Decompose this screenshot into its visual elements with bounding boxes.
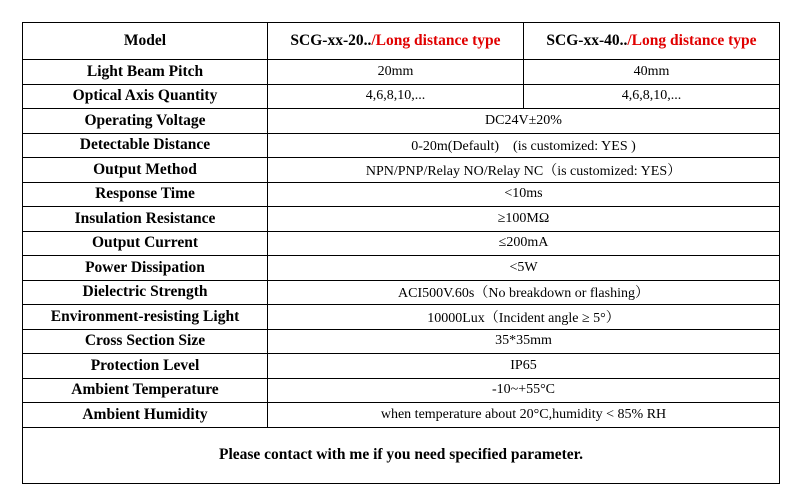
model-40-suffix: /Long distance type bbox=[627, 32, 757, 49]
row-value: DC24V±20% bbox=[268, 109, 780, 134]
row-label: Output Method bbox=[23, 158, 268, 183]
table-row bbox=[23, 133, 780, 158]
row-label: Operating Voltage bbox=[23, 109, 268, 134]
table-row bbox=[23, 329, 780, 354]
table-row bbox=[23, 305, 780, 330]
row-value: <10ms bbox=[268, 182, 780, 207]
row-label: Light Beam Pitch bbox=[23, 60, 268, 85]
row-value-20: 20mm bbox=[268, 60, 524, 85]
row-value: NPN/PNP/Relay NO/Relay NC（is customized: YES） bbox=[268, 158, 780, 183]
row-value: <5W bbox=[268, 256, 780, 281]
row-value-40: 40mm bbox=[524, 60, 780, 85]
table-row bbox=[23, 158, 780, 183]
row-label: Output Current bbox=[23, 231, 268, 256]
table-row bbox=[23, 231, 780, 256]
row-value-20: 4,6,8,10,... bbox=[268, 84, 524, 109]
row-value: 10000Lux（Incident angle ≥ 5°） bbox=[268, 305, 780, 330]
row-value: IP65 bbox=[268, 354, 780, 379]
footer-row bbox=[23, 427, 780, 483]
table-row bbox=[23, 207, 780, 232]
row-label: Optical Axis Quantity bbox=[23, 84, 268, 109]
model-40-header bbox=[524, 23, 780, 60]
row-label: Dielectric Strength bbox=[23, 280, 268, 305]
row-value-40: 4,6,8,10,... bbox=[524, 84, 780, 109]
table-row bbox=[23, 403, 780, 428]
table-row bbox=[23, 60, 780, 85]
row-value: ≥100MΩ bbox=[268, 207, 780, 232]
row-value: 35*35mm bbox=[268, 329, 780, 354]
row-label: Detectable Distance bbox=[23, 133, 268, 158]
table-row bbox=[23, 354, 780, 379]
table-row bbox=[23, 109, 780, 134]
table-row bbox=[23, 280, 780, 305]
row-label: Ambient Humidity bbox=[23, 403, 268, 428]
row-value: 0-20m(Default) (is customized: YES ) bbox=[268, 133, 780, 158]
row-value: ≤200mA bbox=[268, 231, 780, 256]
table-row bbox=[23, 182, 780, 207]
row-label: Cross Section Size bbox=[23, 329, 268, 354]
footer-note: Please contact with me if you need specified parameter. bbox=[23, 427, 780, 483]
model-40-name: SCG-xx-40.. bbox=[546, 32, 628, 49]
row-label: Ambient Temperature bbox=[23, 378, 268, 403]
spec-table bbox=[22, 22, 780, 484]
model-header: Model bbox=[23, 23, 268, 60]
row-label: Response Time bbox=[23, 182, 268, 207]
table-row bbox=[23, 84, 780, 109]
row-value: when temperature about 20°C,humidity < 85% RH bbox=[268, 403, 780, 428]
row-value: ACI500V.60s（No breakdown or flashing） bbox=[268, 280, 780, 305]
table-row bbox=[23, 256, 780, 281]
row-value: -10~+55°C bbox=[268, 378, 780, 403]
row-label: Environment-resisting Light bbox=[23, 305, 268, 330]
row-label: Protection Level bbox=[23, 354, 268, 379]
header-row bbox=[23, 23, 780, 60]
model-20-name: SCG-xx-20.. bbox=[290, 32, 372, 49]
row-label: Insulation Resistance bbox=[23, 207, 268, 232]
model-20-header bbox=[268, 23, 524, 60]
table-row bbox=[23, 378, 780, 403]
row-label: Power Dissipation bbox=[23, 256, 268, 281]
model-20-suffix: /Long distance type bbox=[371, 32, 501, 49]
